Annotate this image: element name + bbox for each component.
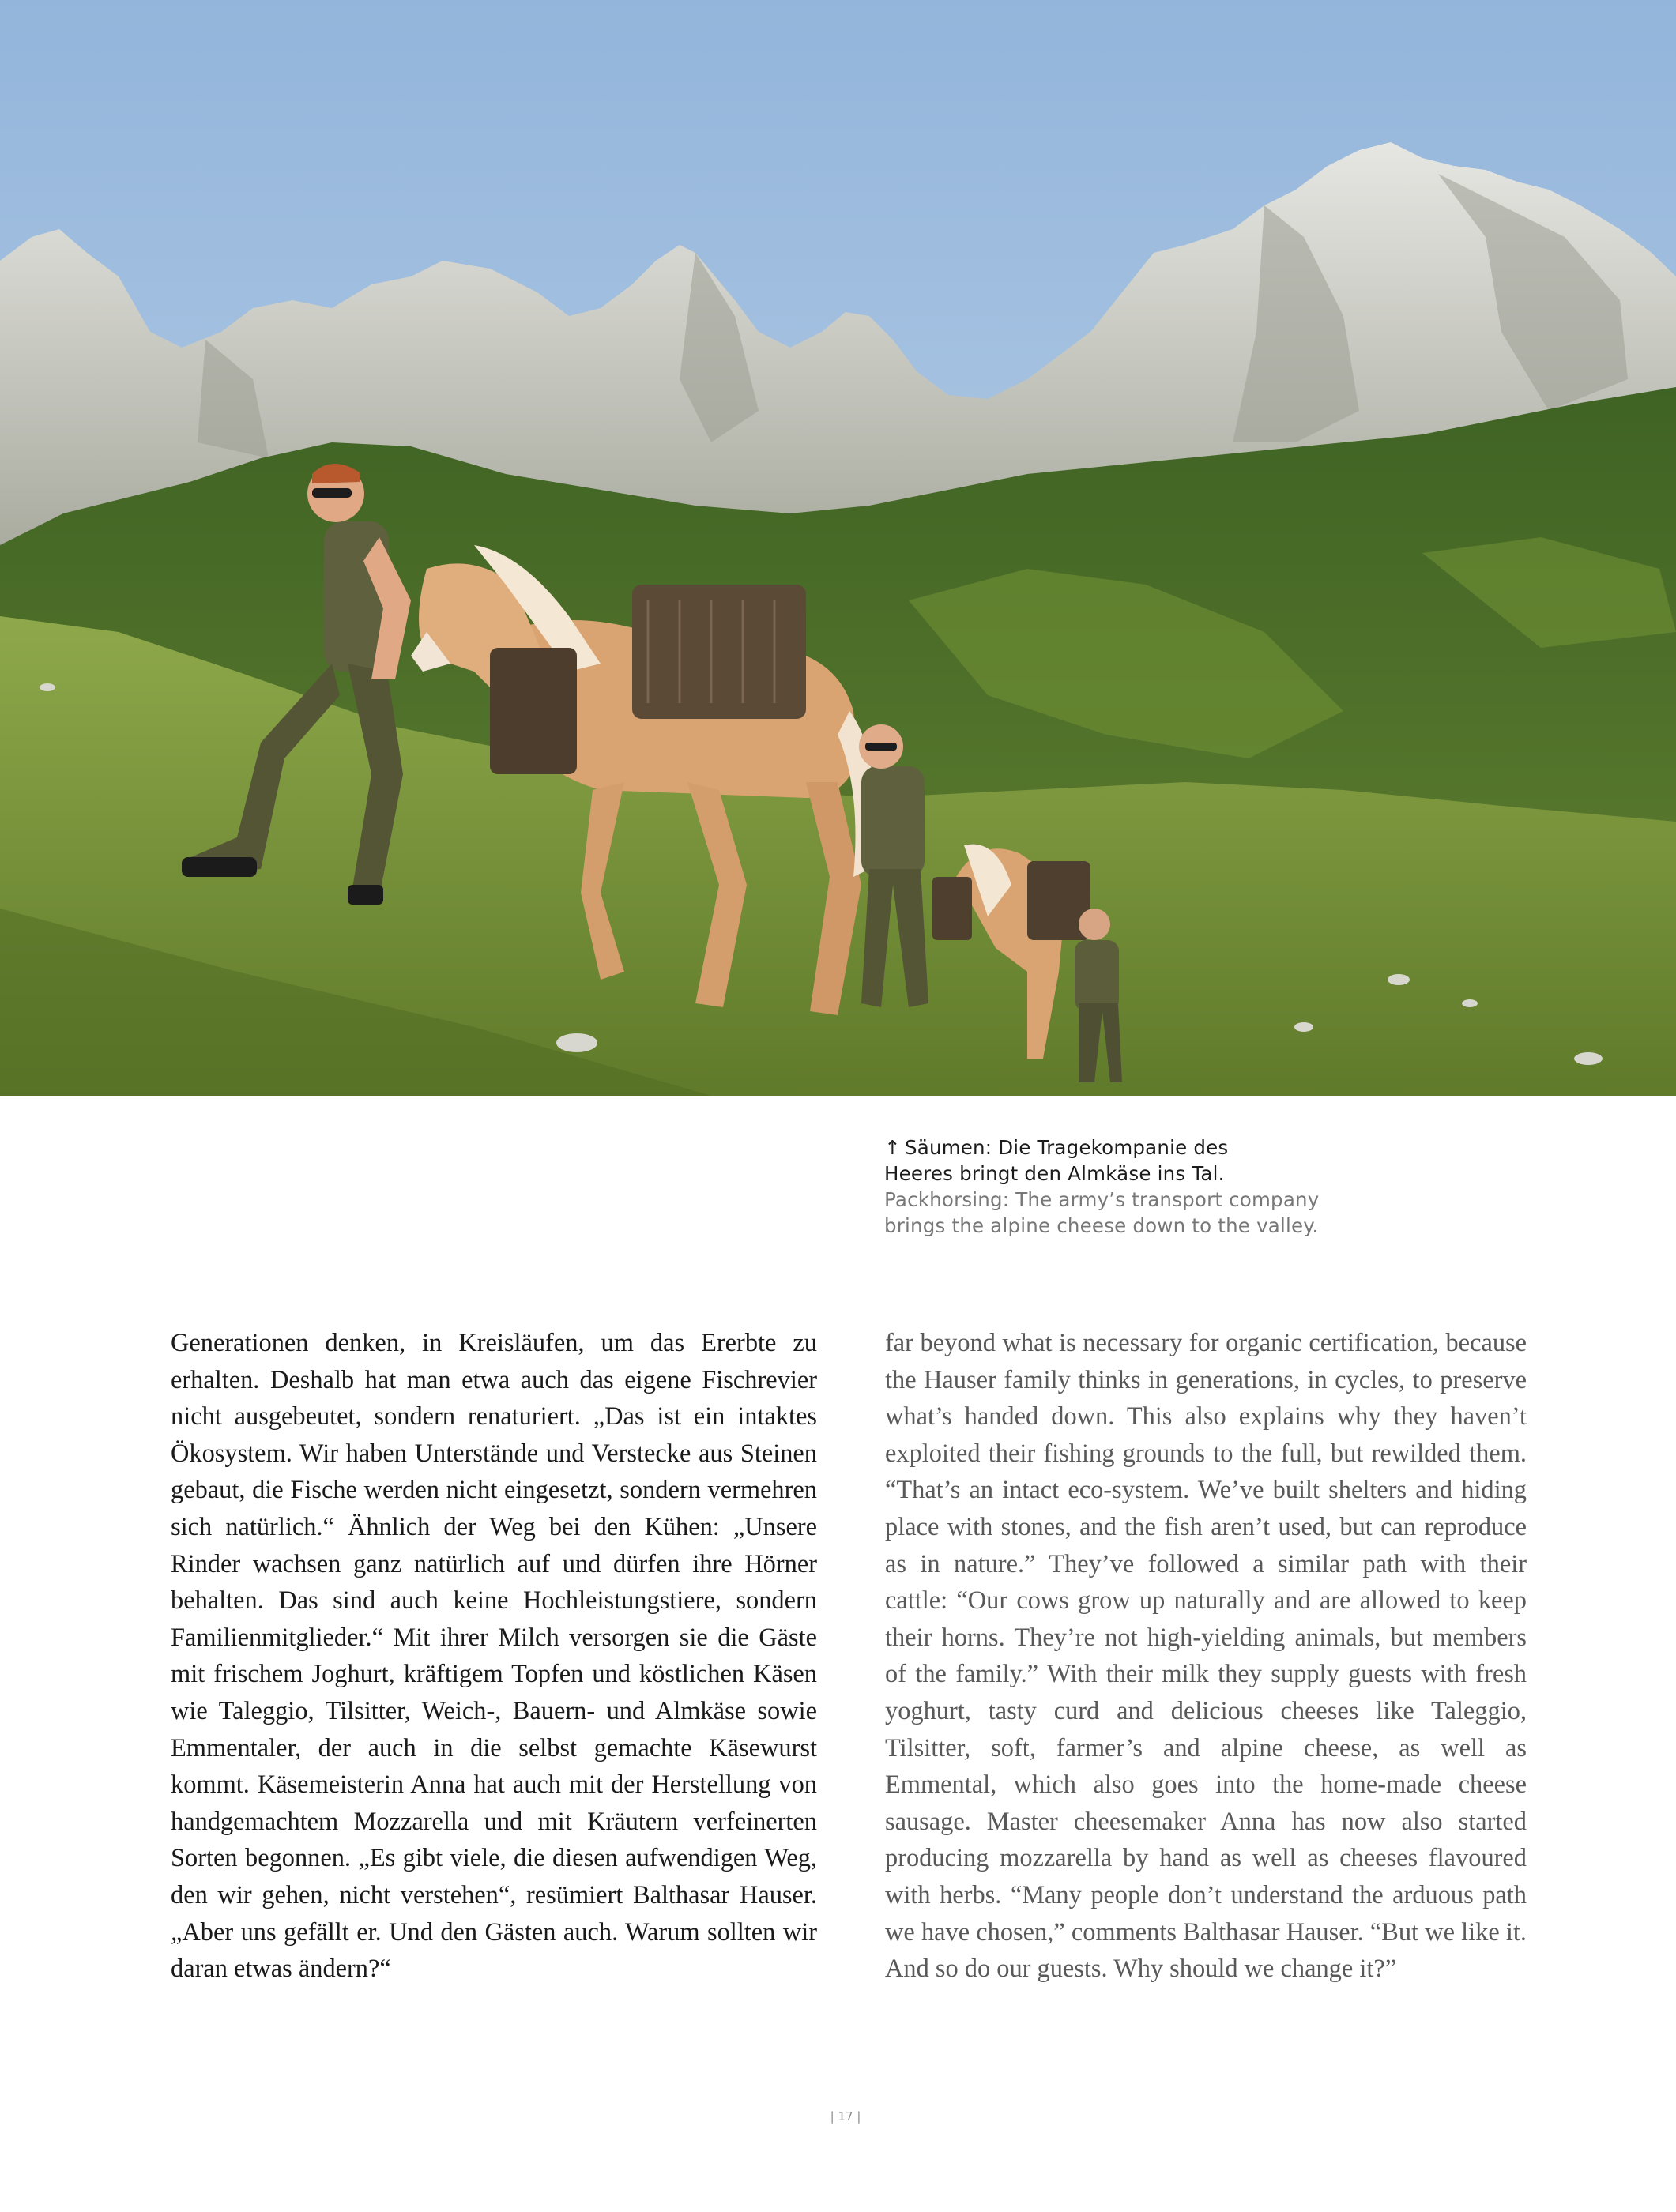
article-column-english	[885, 1325, 1527, 1988]
english-paragraph: far beyond what is necessary for organic certification, because the Hauser family thinks in generations, in cycles, to preserve what’s handed down. This also explains why they haven’t exploited their fishing grounds to the full, but rewilded them. “That’s an intact eco-system. We’ve built shelters and hiding place with stones, and the fish aren’t used, but can reproduce as in nature.” They’ve followed a similar path with their cattle: “Our cows grow up naturally and are allowed to keep their horns. They’re not high-yielding animals, but members of the family.” With their milk they supply guests with fresh yoghurt, tasty curd and delicious cheeses like Taleggio, Tilsitter, soft, farmer’s and alpine cheese, as well as Emmental, which also goes into the home-made cheese sausage. Master cheesemaker Anna has now also started producing mozzarella by hand as well as cheeses flavoured with herbs. “Many people don’t understand the arduous path we have chosen,” comments Balthasar Hauser. “But we like it. And so do our guests. Why should we change it?”	[885, 1329, 1527, 1984]
caption-german-line-1	[884, 1134, 1437, 1161]
caption-german-text-1: Säumen: Die Tragekompanie des	[905, 1136, 1229, 1159]
german-paragraph: Generationen denken, in Kreisläufen, um das Ererbte zu erhalten. Deshalb hat man etwa auch das eigene Fischrevier nicht ausgebeutet, sondern renaturiert. „Das ist ein intaktes Ökosystem. Wir haben Unterstände und Verstecke aus Steinen gebaut, die Fische werden nicht eingesetzt, sondern vermehren sich natürlich.“ Ähnlich der Weg bei den Kühen: „Unsere Rinder wachsen ganz natürlich auf und dürfen ihre Hörner behalten. Das sind auch keine Hochleistungstiere, sondern Familienmitglieder.“ Mit ihrer Milch versorgen sie die Gäste mit frischem Joghurt, kräftigem Topfen und köstlichen Käsen wie Taleggio, Tilsitter, Weich-, Bauern- und Almkäse sowie Emmentaler, der auch in die selbst gemachte Käsewurst kommt. Käsemeisterin Anna hat auch mit der Herstellung von handgemachtem Mozzarella und mit Kräutern verfeinerten Sorten begonnen. „Es gibt viele, die diesen aufwendigen Weg, den wir gehen, nicht verstehen“, resümiert Balthasar Hauser. „Aber uns gefällt er. Und den Gästen auch. Warum sollten wir daran etwas ändern?“	[171, 1329, 817, 1984]
caption-english-line-2: brings the alpine cheese down to the valley.	[884, 1214, 1319, 1237]
alpine-packhorse-illustration	[0, 0, 1676, 1096]
article-column-german	[171, 1325, 817, 1988]
page-number-value: 17	[838, 2109, 853, 2124]
caption-english-line-1: Packhorsing: The army’s transport company	[884, 1188, 1320, 1211]
photo-caption	[884, 1134, 1437, 1239]
arrow-up-icon: ↑	[884, 1136, 901, 1159]
caption-german-line-2: Heeres bringt den Almkäse ins Tal.	[884, 1162, 1225, 1185]
hero-photo	[0, 0, 1676, 1096]
page-number: | 17 |	[830, 2109, 861, 2124]
